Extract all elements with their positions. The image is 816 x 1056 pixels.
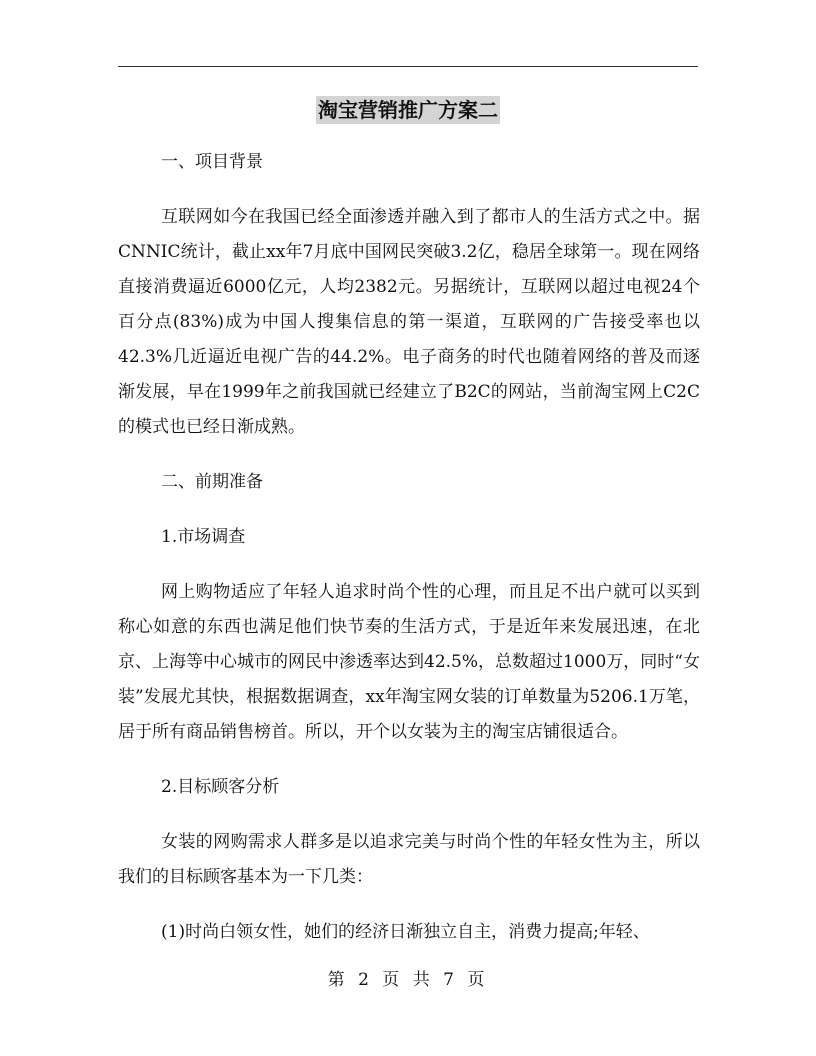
page-number-footer: 第 2 页 共 7 页 [327,970,489,990]
header-rule [118,66,698,67]
paragraph-market-research: 网上购物适应了年轻人追求时尚个性的心理，而且足不出户就可以买到称心如意的东西也满足他们快节奏的生活方式，于是近年来发展迅速，在北京、上海等中心城市的网民中渗透率达到42.5%，总数超过1000万，同时“女装”发展尤其快，根据数据调查，xx年淘宝网女装的订单数量为5206.1万笔，居于所有商品销售榜首。所以，开个以女装为主的淘宝店铺很适合。 [118,582,700,742]
subheading-market-research: 1.市场调查 [161,527,246,547]
paragraph-target-customers: 女装的网购需求人群多是以追求完美与时尚个性的年轻女性为主，所以我们的目标顾客基本为一下几类： [118,832,700,887]
title-container [0,96,816,124]
document-body [118,145,700,970]
section-heading-preparation: 二、前期准备 [161,472,263,492]
section-heading-background: 一、项目背景 [161,152,263,172]
subheading-target-customers: 2.目标顾客分析 [161,777,280,797]
paragraph-customer-type-1: (1)时尚白领女性，她们的经济日渐独立自主，消费力提高;年轻、 [161,922,650,942]
paragraph-background: 互联网如今在我国已经全面渗透并融入到了都市人的生活方式之中。据CNNIC统计，截止xx年7月底中国网民突破3.2亿，稳居全球第一。现在网络直接消费逼近6000亿元，人均2382元。另据统计，互联网以超过电视24个百分点(83%)成为中国人搜集信息的第一渠道，互联网的广告接受率也以42.3%几近逼近电视广告的44.2%。电子商务的时代也随着网络的普及而逐渐发展，早在1999年之前我国就已经建立了B2C的网站，当前淘宝网上C2C的模式也已经日渐成熟。 [118,207,700,437]
document-title: 淘宝营销推广方案二 [318,98,498,122]
